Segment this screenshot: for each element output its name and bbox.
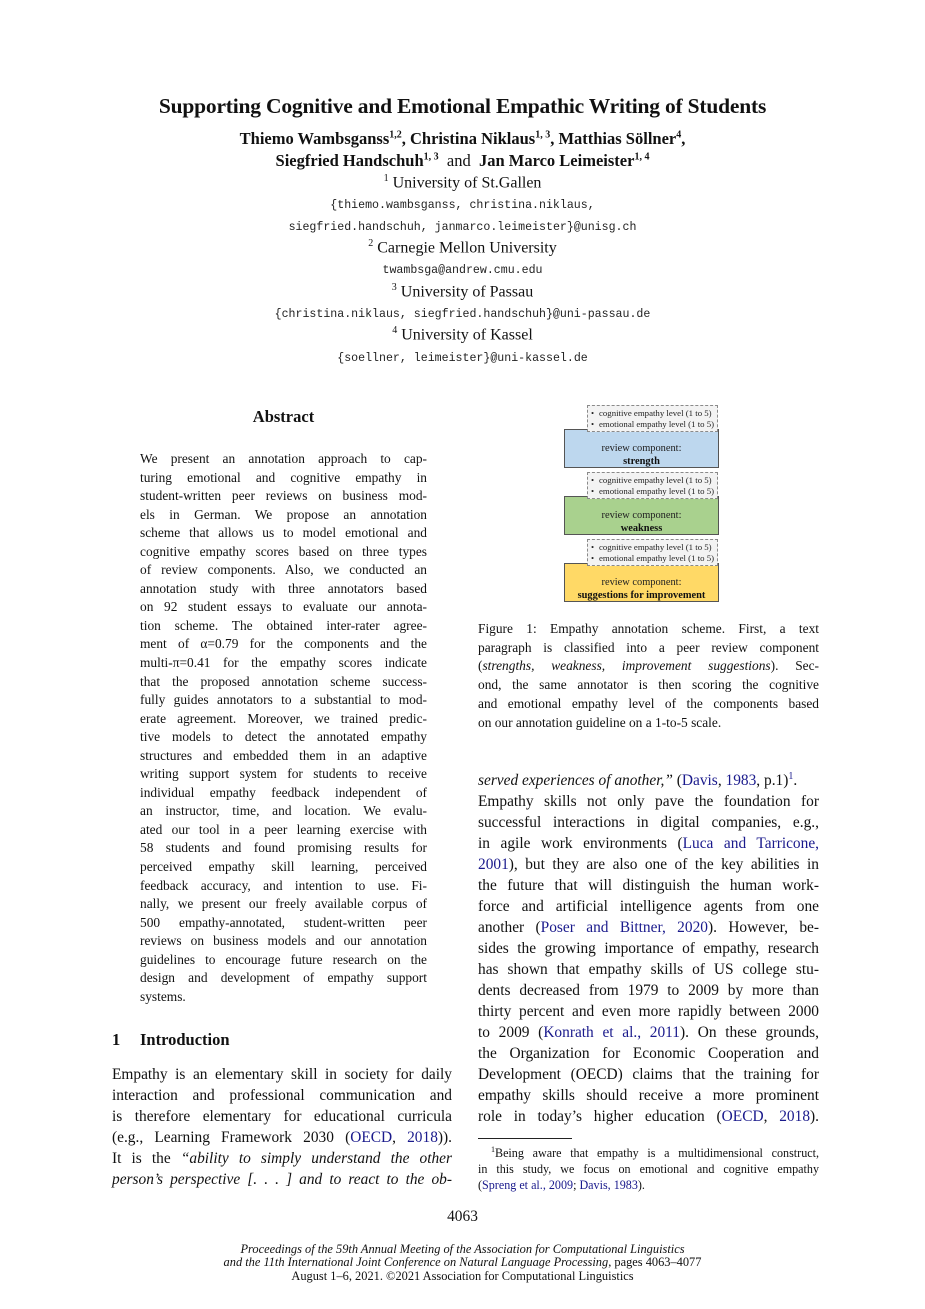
author-separator: , [550,129,559,148]
note-emotional: emotional empathy level (1 to 5) [599,486,715,496]
page-number: 4063 [447,1208,478,1225]
figure-box-value: weakness [620,522,663,534]
author-line-2 [0,151,925,171]
caption-line: and emotional empathy level of the components based [478,695,819,711]
affiliation-1 [0,173,925,192]
affiliation-email: {christina.niklaus, siegfried.handschuh}@uni-passau.de [274,308,651,321]
figure-box-value: suggestions for improvement [577,589,706,601]
quote-text: person’s perspective [. . . ] and to react to the ob- [112,1171,452,1188]
author-separator: , [401,129,411,148]
figure-box-label: review component: [601,443,682,454]
figure-box-label: review component: [601,510,682,521]
bullet-icon: • [591,475,595,485]
text: . [793,772,798,790]
text-line: the future that will distinguish the human work- [478,877,819,895]
section-title: Introduction [140,1030,230,1049]
caption-line [478,657,819,676]
citation-link-oecd[interactable]: OECD [350,1129,393,1146]
abstract-line: design and development of empathy support [140,970,427,986]
footnote-text: Being aware that empathy is a multidimensional construct, [495,1146,819,1161]
text-line [478,1106,819,1127]
abstract-line: on 92 student essays to evaluate our annota- [140,599,427,615]
citation-link-luca[interactable]: Luca and Tarricone, [682,835,819,853]
text: ). On these grounds, [680,1024,819,1042]
quote-text: “ability to simply understand the other [180,1150,453,1167]
text: )). [437,1129,452,1146]
proceedings-line [0,1256,925,1269]
abstract-line: cognitive empathy scores based on three types [140,543,427,559]
text-line [112,1148,452,1169]
paper-title: Supporting Cognitive and Emotional Empathic Writing of Students [158,94,767,118]
affiliation-number: 3 [391,282,397,293]
text: role in today’s higher education ( [478,1108,722,1126]
text-line: thirty percent and even more rapidly between 2000 [478,1003,819,1021]
text: ), but they are also one of the key abilities in [508,856,819,874]
abstract-line: 58 students and found promising results for [140,840,427,856]
affiliation-email: twambsga@andrew.cmu.edu [382,264,543,277]
author-name: Siegfried Handschuh [275,151,424,170]
text-line [478,1022,819,1043]
text: , [763,1108,780,1126]
affiliation-number: 2 [368,238,374,249]
author-name: Christina Niklaus [410,129,536,148]
figure-box-value: strength [623,455,660,467]
affiliation-number: 1 [383,173,389,184]
text-line: Empathy is an elementary skill in society for daily [112,1066,452,1083]
text-line: Empathy skills not only pave the foundation for [478,793,819,811]
text: (e.g., Learning Framework 2030 ( [112,1129,351,1146]
abstract-line: nally, we present our freely available corpus of [140,896,427,912]
citation-link-poser[interactable]: Poser and Bittner, 2020 [540,919,708,937]
abstract-line: perceived empathy skill learning, perceived [140,859,427,875]
text-line [478,766,819,791]
figure-note-strength [587,405,718,432]
text: ; [573,1177,580,1192]
caption-line: Figure 1: Empathy annotation scheme. First, a text [478,621,819,636]
text-line: sides the growing importance of empathy, research [478,940,819,958]
caption-line: paragraph is classified into a peer review component [478,639,819,655]
bullet-icon: • [591,486,595,496]
text: to 2009 ( [478,1024,544,1042]
author-affiliation: 1,2 [389,129,402,141]
affiliation-email: {thiemo.wambsganss, christina.niklaus, [330,199,595,212]
note-cognitive: cognitive empathy level (1 to 5) [599,542,712,552]
author-affiliation: 1, 4 [634,151,650,163]
abstract-line: an instructor, time, and location. We evalu- [140,803,427,819]
text: ). However, be- [707,919,819,937]
text-line [112,1169,452,1190]
abstract-line: writing support system for students to receive [140,766,427,782]
text: It is the [112,1150,181,1167]
text-line: force and artificial intelligence agents from one [478,898,819,916]
citation-link-konrath[interactable]: Konrath et al., 2011 [543,1024,681,1042]
text-line [478,833,819,854]
bullet-icon: • [591,542,595,552]
abstract-line: els in German. We propose an annotation [140,506,427,522]
abstract-line: fully guides annotators to a substantial to mod- [140,692,427,708]
affiliation-number: 4 [392,325,398,336]
text: ( [672,772,682,790]
text: ). [637,1177,645,1192]
abstract-body [140,450,427,1006]
text-line [478,917,819,938]
note-emotional: emotional empathy level (1 to 5) [599,553,715,563]
abstract-line: scheme that allows us to model emotional and [140,525,427,541]
text-line: has shown that empathy skills of US college stu- [478,961,819,979]
abstract-line: of review components. Also, we conducted an [140,562,427,578]
abstract-line: individual empathy feedback independent of [140,784,427,800]
text-line [478,854,819,875]
citation-link-oecd-year[interactable]: 2018 [779,1108,811,1126]
abstract-line: ated our tool in a peer learning exercise with [140,821,427,837]
text: ). [810,1108,819,1126]
abstract-line: erate agreement. Moreover, we trained predic- [140,710,427,726]
figure-note-weakness [587,472,718,499]
author-affiliation: 1, 3 [535,129,551,141]
text: , [717,772,726,790]
author-affiliation: 4 [676,129,682,141]
figure-box-weakness [564,496,719,535]
footnote-number: 1 [491,1145,495,1154]
figure-caption [478,620,819,732]
bullet-icon: • [591,553,595,563]
proceedings-line: Proceedings of the 59th Annual Meeting of the Association for Computational Linguistics [240,1242,685,1256]
note-cognitive: cognitive empathy level (1 to 5) [599,475,712,485]
affiliation-3 [0,282,925,301]
text: ( [478,1177,483,1192]
caption-text: ( [478,658,483,674]
figure-box-label: review component: [601,577,682,588]
caption-line: on our annotation guideline on a 1-to-5 scale. [478,714,722,730]
figure-1-annotation-scheme [560,402,740,607]
bullet-icon: • [591,419,595,429]
section-number: 1 [112,1030,121,1049]
citation-link-oecd-year[interactable]: 2018 [407,1129,438,1146]
footnote-1 [478,1142,819,1193]
affiliation-name: Carnegie Mellon University [377,239,557,257]
text-line: dents decreased from 1979 to 2009 by more than [478,982,819,1000]
quote-text: served experiences of another,” [478,772,673,790]
note-emotional: emotional empathy level (1 to 5) [599,419,715,429]
citation-link-luca-year[interactable]: 2001 [478,856,509,874]
citation-link-davis[interactable]: Davis, 1983 [579,1177,638,1192]
figure-box-suggestions [564,563,719,602]
proceedings-line: August 1–6, 2021. ©2021 Association for Computational Linguistics [291,1268,634,1283]
author-separator: , [681,129,686,148]
abstract-line: reviews on business models and our annotation [140,933,427,949]
section-heading-introduction [112,1030,230,1050]
citation-link-davis[interactable]: Davis [681,772,718,790]
affiliation-2 [0,238,925,257]
footnote-line [478,1178,819,1194]
proceedings-footer [0,1243,925,1283]
text-line: empathy skills should receive a more prominent [478,1087,819,1105]
text-line: Development (OECD) claims that the training for [478,1066,819,1084]
citation-link-spreng[interactable]: Spreng et al., 2009 [482,1177,574,1192]
caption-italic: strengths, weakness, improvement suggestions [482,658,771,674]
abstract-line: tion scheme. The obtained inter-rater agree- [140,617,427,633]
abstract-line: We present an annotation approach to cap- [140,451,427,466]
abstract-line: annotation study with three annotators based [140,580,427,596]
figure-box-strength [564,429,719,468]
abstract-line: systems. [140,988,186,1004]
caption-text: ). Sec- [770,658,819,674]
author-affiliation: 1, 3 [423,151,439,163]
author-name: Jan Marco Leimeister [478,151,635,170]
text: , p.1) [756,772,789,790]
abstract-line: turing emotional and cognitive empathy in [140,469,427,485]
author-separator: and [438,151,479,170]
intro-right-column [478,766,819,1127]
footnote-line [478,1142,819,1162]
caption-line: ond, the same annotator is then scoring the cognitive [478,677,819,693]
bullet-icon: • [591,408,595,418]
author-line-1 [0,129,925,149]
citation-link-oecd[interactable]: OECD [721,1108,764,1126]
author-name: Matthias Söllner [558,129,677,148]
abstract-line: guidelines to encourage future research on the [140,951,427,967]
text-line: the Organization for Economic Cooperation and [478,1045,819,1063]
abstract-line: tive models to detect the annotated empathy [140,729,427,745]
abstract-line: ment of α=0.79 for the components and the [140,636,427,652]
abstract-line: multi-π=0.41 for the empathy scores indicate [140,655,427,671]
footnote-link[interactable]: 1 [788,771,794,782]
affiliation-email: {soellner, leimeister}@uni-kassel.de [337,352,588,365]
abstract-line: that the proposed annotation scheme success- [140,673,427,689]
footnote-line: in this study, we focus on emotional and cognitive empathy [478,1161,819,1176]
abstract-line: feedback accuracy, and intention to use. Fi- [140,877,427,893]
abstract-line: 500 empathy-annotated, student-written peer [140,914,427,930]
affiliation-name: University of St.Gallen [392,174,542,192]
text: in agile work environments ( [478,835,683,853]
affiliation-4 [0,325,925,344]
intro-left-column [112,1064,452,1190]
affiliation-name: University of Passau [400,283,534,301]
proceedings-italic: and the 11th International Joint Conference on Natural Language Processing [223,1255,609,1270]
footnote-divider [478,1138,572,1139]
text-line: is therefore elementary for educational curricula [112,1108,452,1125]
proceedings-pages: , pages 4063–4077 [608,1255,702,1270]
figure-note-suggestions [587,539,718,566]
abstract-line: student-written peer reviews on business mod- [140,488,427,504]
text: , [392,1129,408,1146]
citation-link-davis-year[interactable]: 1983 [725,772,757,790]
text: another ( [478,919,541,937]
text-line: successful interactions in digital companies, e.g., [478,814,819,832]
affiliation-email: siegfried.handschuh, janmarco.leimeister}@unisg.ch [288,221,637,234]
abstract-heading: Abstract [252,407,315,426]
affiliation-name: University of Kassel [401,326,533,344]
abstract-line: structures and embedded them in an adaptive [140,747,427,763]
author-name: Thiemo Wambsganss [239,129,390,148]
text-line [112,1127,452,1148]
text-line: interaction and professional communication and [112,1087,452,1104]
note-cognitive: cognitive empathy level (1 to 5) [599,408,712,418]
